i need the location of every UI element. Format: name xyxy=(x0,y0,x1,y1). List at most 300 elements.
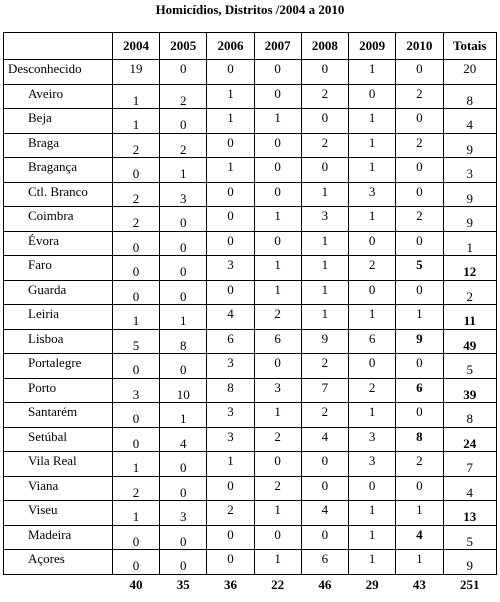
footer-total: 43 xyxy=(412,576,426,592)
value-text: 0 xyxy=(132,435,140,451)
total-cell xyxy=(443,280,497,305)
value-text: 3 xyxy=(179,190,187,206)
district-name: Bragança xyxy=(28,159,78,174)
value-text: 9 xyxy=(416,330,423,346)
table-row xyxy=(4,84,497,109)
header-corner xyxy=(4,33,113,60)
value-text: 0 xyxy=(227,551,234,566)
value-cell xyxy=(254,133,301,158)
value-text: 1 xyxy=(368,159,376,174)
table-row xyxy=(4,207,497,232)
total-cell xyxy=(443,403,497,428)
value-text: 1 xyxy=(274,281,281,297)
district-name: Coimbra xyxy=(28,208,74,223)
table-row xyxy=(4,158,497,183)
value-text: 2 xyxy=(321,85,329,101)
value-text: 0 xyxy=(321,477,329,493)
district-cell xyxy=(4,182,113,207)
total-cell xyxy=(443,109,497,134)
value-text: 0 xyxy=(274,134,281,150)
value-cell xyxy=(349,305,396,330)
value-text: 0 xyxy=(368,477,376,493)
total-cell xyxy=(443,550,497,575)
value-cell xyxy=(396,525,443,550)
value-text: 0 xyxy=(132,533,140,549)
district-name: Ctl. Branco xyxy=(28,183,88,199)
value-text: 4 xyxy=(227,306,234,321)
value-cell xyxy=(396,256,443,281)
value-text: 4 xyxy=(179,435,187,451)
value-cell xyxy=(254,182,301,207)
value-cell xyxy=(301,256,348,281)
value-text: 0 xyxy=(274,232,281,248)
total-text: 9 xyxy=(466,141,473,157)
value-cell xyxy=(160,182,207,207)
value-cell xyxy=(396,329,443,354)
value-cell xyxy=(254,84,301,109)
value-text: 0 xyxy=(227,232,234,248)
total-text: 13 xyxy=(463,509,477,524)
value-cell xyxy=(254,525,301,550)
value-text: 0 xyxy=(274,61,281,76)
value-cell xyxy=(301,427,348,452)
district-cell xyxy=(4,525,113,550)
district-cell xyxy=(4,452,113,477)
value-text: 0 xyxy=(321,159,329,174)
value-cell xyxy=(112,476,159,501)
value-cell xyxy=(160,452,207,477)
value-cell xyxy=(160,329,207,354)
district-cell xyxy=(4,280,113,305)
footer-total: 251 xyxy=(460,576,480,592)
value-text: 2 xyxy=(368,257,376,272)
value-cell xyxy=(207,84,254,109)
value-text: 2 xyxy=(321,355,329,370)
total-cell xyxy=(443,329,497,354)
table-body xyxy=(4,60,497,575)
district-name: Évora xyxy=(28,232,60,248)
value-text: 1 xyxy=(179,411,187,426)
value-cell xyxy=(301,329,348,354)
value-text: 2 xyxy=(179,141,187,157)
value-cell xyxy=(160,84,207,109)
district-cell xyxy=(4,378,113,403)
value-text: 0 xyxy=(274,159,281,174)
value-cell xyxy=(301,476,348,501)
value-cell xyxy=(207,109,254,134)
homicides-table xyxy=(3,32,497,595)
value-cell xyxy=(349,133,396,158)
value-text: 0 xyxy=(416,183,423,199)
value-cell xyxy=(207,525,254,550)
value-cell xyxy=(254,354,301,379)
value-text: 2 xyxy=(179,92,187,108)
column-header: 2005 xyxy=(160,33,207,60)
value-text: 0 xyxy=(321,61,329,76)
total-text: 7 xyxy=(466,460,473,475)
district-cell xyxy=(4,256,113,281)
value-cell xyxy=(112,525,159,550)
value-text: 0 xyxy=(179,288,187,304)
value-cell xyxy=(207,427,254,452)
value-cell xyxy=(349,501,396,526)
value-text: 0 xyxy=(179,484,187,500)
value-text: 0 xyxy=(274,85,281,101)
value-cell xyxy=(349,476,396,501)
table-row xyxy=(4,476,497,501)
table-row xyxy=(4,378,497,403)
value-text: 2 xyxy=(274,306,281,321)
value-text: 1 xyxy=(227,85,234,101)
value-cell xyxy=(160,525,207,550)
district-name: Desconhecido xyxy=(8,61,82,76)
value-cell xyxy=(112,305,159,330)
value-cell xyxy=(160,427,207,452)
value-text: 0 xyxy=(227,183,234,199)
total-cell xyxy=(443,60,497,85)
value-cell xyxy=(349,256,396,281)
value-cell xyxy=(349,109,396,134)
value-cell xyxy=(349,231,396,256)
value-text: 19 xyxy=(129,61,143,76)
value-cell xyxy=(349,550,396,575)
value-cell xyxy=(112,84,159,109)
footer-totals-row xyxy=(4,574,497,595)
value-cell xyxy=(207,280,254,305)
total-cell xyxy=(443,207,497,232)
value-cell xyxy=(396,84,443,109)
value-cell xyxy=(396,280,443,305)
value-text: 1 xyxy=(179,166,187,181)
value-text: 0 xyxy=(274,183,281,199)
value-cell xyxy=(254,231,301,256)
value-cell xyxy=(301,231,348,256)
value-cell xyxy=(301,84,348,109)
value-cell xyxy=(112,452,159,477)
value-cell xyxy=(396,427,443,452)
value-text: 1 xyxy=(368,61,376,76)
district-name: Guarda xyxy=(28,281,67,297)
district-cell xyxy=(4,109,113,134)
value-cell xyxy=(112,501,159,526)
value-cell xyxy=(112,60,159,85)
value-cell xyxy=(349,207,396,232)
value-text: 2 xyxy=(274,428,281,444)
value-text: 3 xyxy=(321,208,329,223)
value-cell xyxy=(160,280,207,305)
value-text: 6 xyxy=(227,330,234,346)
value-cell xyxy=(207,182,254,207)
district-cell xyxy=(4,305,113,330)
total-text: 39 xyxy=(463,386,477,402)
value-text: 1 xyxy=(274,404,281,419)
district-cell xyxy=(4,329,113,354)
footer-blank xyxy=(4,574,113,595)
district-cell xyxy=(4,231,113,256)
value-cell xyxy=(112,207,159,232)
value-text: 0 xyxy=(416,477,423,493)
value-text: 1 xyxy=(321,232,329,248)
district-name: Braga xyxy=(28,134,60,150)
value-text: 1 xyxy=(368,404,376,419)
total-cell xyxy=(443,182,497,207)
value-cell xyxy=(301,280,348,305)
footer-total: 29 xyxy=(365,576,379,592)
value-text: 4 xyxy=(321,502,329,517)
value-cell xyxy=(396,182,443,207)
value-text: 6 xyxy=(368,330,376,346)
value-text: 1 xyxy=(227,110,234,125)
value-text: 2 xyxy=(368,379,376,395)
value-cell xyxy=(207,60,254,85)
value-text: 1 xyxy=(368,551,376,566)
value-text: 8 xyxy=(227,379,234,395)
district-cell xyxy=(4,476,113,501)
value-text: 0 xyxy=(179,215,187,230)
value-text: 1 xyxy=(227,159,234,174)
total-cell xyxy=(443,378,497,403)
total-text: 8 xyxy=(466,411,473,426)
district-cell xyxy=(4,60,113,85)
value-text: 5 xyxy=(132,337,140,353)
value-text: 1 xyxy=(179,313,187,328)
value-cell xyxy=(301,182,348,207)
value-text: 1 xyxy=(321,306,329,321)
value-cell xyxy=(301,378,348,403)
column-header: 2010 xyxy=(396,33,443,60)
value-text: 0 xyxy=(132,362,140,377)
value-text: 2 xyxy=(132,215,140,230)
value-text: 1 xyxy=(368,208,376,223)
value-text: 0 xyxy=(274,526,281,542)
table-row xyxy=(4,525,497,550)
value-text: 2 xyxy=(416,453,423,468)
total-text: 4 xyxy=(466,117,473,132)
value-cell xyxy=(301,354,348,379)
value-cell xyxy=(112,158,159,183)
value-text: 0 xyxy=(179,460,187,475)
value-cell xyxy=(301,305,348,330)
value-text: 3 xyxy=(227,428,234,444)
value-cell xyxy=(396,305,443,330)
value-cell xyxy=(160,60,207,85)
district-cell xyxy=(4,133,113,158)
value-text: 2 xyxy=(227,502,234,517)
value-text: 1 xyxy=(274,110,281,125)
table-row xyxy=(4,427,497,452)
value-text: 2 xyxy=(416,134,423,150)
value-cell xyxy=(396,133,443,158)
total-cell xyxy=(443,305,497,330)
value-cell xyxy=(160,378,207,403)
value-text: 5 xyxy=(416,257,423,272)
value-cell xyxy=(396,231,443,256)
total-cell xyxy=(443,476,497,501)
value-text: 1 xyxy=(274,208,281,223)
footer-total: 35 xyxy=(176,576,190,592)
value-text: 0 xyxy=(179,558,187,573)
table-row xyxy=(4,305,497,330)
value-text: 3 xyxy=(274,379,281,395)
value-cell xyxy=(207,501,254,526)
value-text: 8 xyxy=(416,428,423,444)
district-cell xyxy=(4,207,113,232)
value-cell xyxy=(160,207,207,232)
total-cell xyxy=(443,354,497,379)
value-text: 1 xyxy=(368,502,376,517)
column-header: Totais xyxy=(443,33,497,60)
column-header: 2004 xyxy=(112,33,159,60)
value-text: 0 xyxy=(416,61,423,76)
value-cell xyxy=(160,476,207,501)
district-cell xyxy=(4,427,113,452)
value-text: 0 xyxy=(368,355,376,370)
value-text: 6 xyxy=(321,551,329,566)
value-cell xyxy=(207,207,254,232)
value-text: 2 xyxy=(132,484,140,500)
value-cell xyxy=(254,501,301,526)
value-text: 0 xyxy=(368,232,376,248)
value-cell xyxy=(396,476,443,501)
value-cell xyxy=(160,550,207,575)
total-cell xyxy=(443,133,497,158)
value-cell xyxy=(349,403,396,428)
value-text: 0 xyxy=(227,208,234,223)
value-text: 1 xyxy=(368,134,376,150)
value-text: 4 xyxy=(321,428,329,444)
table-row xyxy=(4,452,497,477)
value-text: 0 xyxy=(132,288,140,304)
value-text: 0 xyxy=(321,526,329,542)
value-text: 1 xyxy=(132,92,140,108)
value-text: 0 xyxy=(274,355,281,370)
district-name: Leiria xyxy=(28,306,60,321)
value-text: 3 xyxy=(368,428,376,444)
total-cell xyxy=(443,158,497,183)
value-text: 0 xyxy=(416,232,423,248)
value-cell xyxy=(112,256,159,281)
value-text: 0 xyxy=(132,558,140,573)
value-text: 3 xyxy=(227,355,234,370)
value-cell xyxy=(301,133,348,158)
total-cell xyxy=(443,256,497,281)
value-cell xyxy=(160,354,207,379)
value-text: 1 xyxy=(274,502,281,517)
value-text: 2 xyxy=(132,190,140,206)
total-text: 12 xyxy=(463,264,477,279)
total-text: 8 xyxy=(466,92,473,108)
value-text: 1 xyxy=(368,526,376,542)
value-cell xyxy=(349,427,396,452)
value-cell xyxy=(301,109,348,134)
district-name: Lisboa xyxy=(28,330,64,346)
value-text: 0 xyxy=(416,110,423,125)
table-row xyxy=(4,403,497,428)
value-text: 1 xyxy=(274,257,281,272)
value-text: 6 xyxy=(416,379,423,395)
value-text: 2 xyxy=(321,404,329,419)
district-cell xyxy=(4,158,113,183)
value-text: 0 xyxy=(179,117,187,132)
district-name: Madeira xyxy=(28,526,72,542)
value-cell xyxy=(112,329,159,354)
value-text: 1 xyxy=(274,551,281,566)
total-text: 20 xyxy=(463,61,477,76)
value-cell xyxy=(301,403,348,428)
value-cell xyxy=(254,60,301,85)
value-cell xyxy=(207,452,254,477)
value-cell xyxy=(112,550,159,575)
value-text: 0 xyxy=(416,159,423,174)
value-text: 8 xyxy=(179,337,187,353)
district-cell xyxy=(4,403,113,428)
table-row xyxy=(4,182,497,207)
total-cell xyxy=(443,452,497,477)
value-text: 0 xyxy=(132,264,140,279)
value-text: 0 xyxy=(416,404,423,419)
district-name: Santarém xyxy=(28,404,78,419)
value-text: 1 xyxy=(132,313,140,328)
value-text: 0 xyxy=(416,355,423,370)
value-text: 3 xyxy=(227,404,234,419)
value-text: 0 xyxy=(132,411,140,426)
value-cell xyxy=(112,427,159,452)
value-text: 6 xyxy=(274,330,281,346)
column-header: 2007 xyxy=(254,33,301,60)
value-cell xyxy=(349,525,396,550)
value-cell xyxy=(112,231,159,256)
value-text: 1 xyxy=(368,110,376,125)
value-cell xyxy=(254,158,301,183)
value-text: 4 xyxy=(416,526,423,542)
value-cell xyxy=(160,133,207,158)
value-cell xyxy=(160,256,207,281)
value-cell xyxy=(349,158,396,183)
value-cell xyxy=(254,378,301,403)
value-text: 3 xyxy=(368,453,376,468)
value-text: 3 xyxy=(179,509,187,524)
value-cell xyxy=(254,329,301,354)
value-text: 7 xyxy=(321,379,329,395)
value-text: 0 xyxy=(227,477,234,493)
total-cell xyxy=(443,84,497,109)
value-text: 2 xyxy=(274,477,281,493)
value-cell xyxy=(396,501,443,526)
value-text: 2 xyxy=(416,85,423,101)
value-cell xyxy=(301,550,348,575)
total-text: 9 xyxy=(466,558,473,573)
total-cell xyxy=(443,525,497,550)
total-text: 11 xyxy=(463,313,476,328)
value-cell xyxy=(112,109,159,134)
value-cell xyxy=(349,182,396,207)
total-cell xyxy=(443,501,497,526)
value-text: 1 xyxy=(368,306,376,321)
value-cell xyxy=(254,427,301,452)
value-text: 0 xyxy=(132,239,140,255)
value-text: 0 xyxy=(179,533,187,549)
value-cell xyxy=(301,207,348,232)
value-cell xyxy=(301,525,348,550)
table-row xyxy=(4,109,497,134)
value-cell xyxy=(254,256,301,281)
total-cell xyxy=(443,427,497,452)
table-row xyxy=(4,256,497,281)
value-cell xyxy=(396,378,443,403)
value-text: 1 xyxy=(132,509,140,524)
value-cell xyxy=(207,476,254,501)
value-text: 3 xyxy=(132,386,140,402)
